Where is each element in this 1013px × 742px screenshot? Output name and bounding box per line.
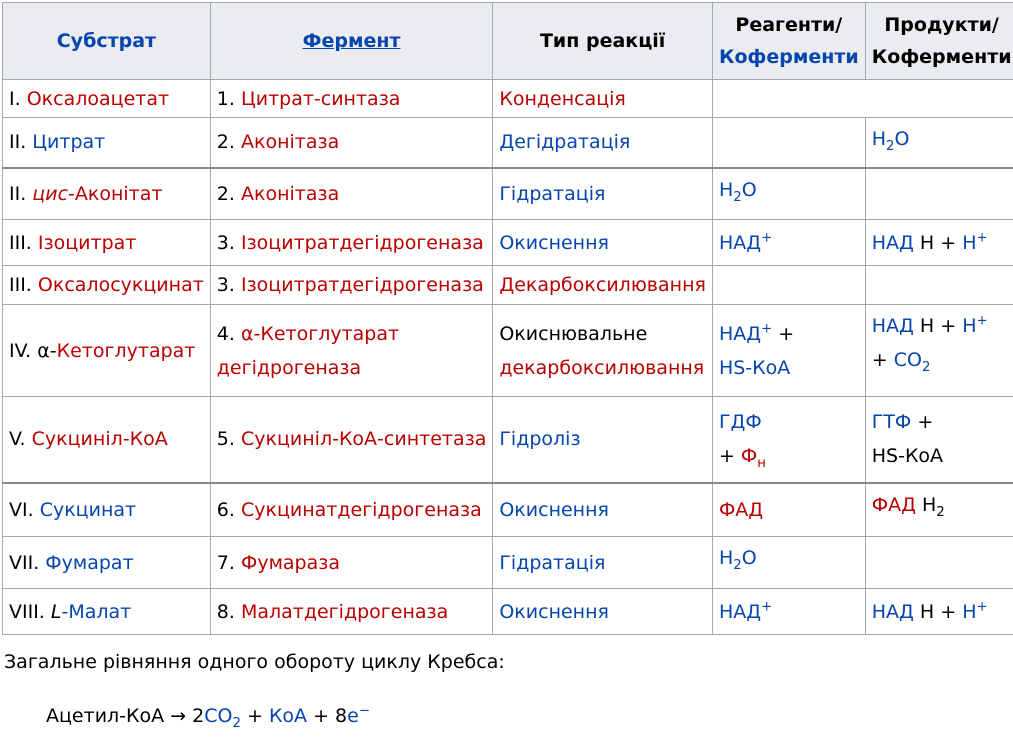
reaction-cell (493, 483, 713, 537)
substrate-link[interactable]: Сукциніл-КоА (31, 428, 168, 451)
substrate-link[interactable]: Оксалоацетат (26, 87, 170, 110)
enzyme-link[interactable]: Малатдегідрогеназа (240, 600, 449, 623)
products-cell: НАД H + H+ + $CO_2$ (865, 305, 1013, 397)
substrate-link[interactable]: Ізоцитрат (37, 231, 137, 254)
nadh-link[interactable]: НАД (871, 600, 914, 623)
enzyme-cell: 3. Ізоцитратдегідрогеназа (210, 220, 493, 266)
header-enzyme-link[interactable]: Фермент (302, 30, 401, 52)
substrate-link[interactable]: Фумарат (45, 551, 134, 574)
substrate-link[interactable]: Сукцинат (39, 498, 137, 521)
header-reagents-line1: Реагенти/ (735, 14, 843, 36)
nad-link[interactable]: НАД+ (718, 599, 773, 623)
table-row (3, 305, 1013, 397)
proton-link[interactable]: H+ (962, 599, 988, 623)
reagents-cell: ГДФ + $Ф_н$ (712, 397, 865, 483)
reaction-cell (493, 220, 713, 266)
header-products-line1: Продукти/ (884, 14, 999, 36)
enzyme-link[interactable]: Сукциніл-КоА-синтетаза (240, 428, 487, 451)
summary-label: Загальне рівняння одного обороту циклу Кребса: (4, 651, 505, 673)
substrate-cell: III. Ізоцитрат (3, 220, 211, 266)
substrate-link[interactable]: -Малат (61, 600, 132, 623)
reagents-cell (712, 589, 865, 635)
summary-equation: Ацетил-КоА → $2CO_2$ + КоА + 8e− (46, 703, 371, 731)
nadh-link[interactable]: НАД (871, 315, 914, 337)
reaction-link[interactable]: Окиснення (499, 498, 609, 521)
reaction-cell (493, 397, 713, 483)
enzyme-cell: 7. Фумараза (210, 537, 493, 589)
header-enzyme[interactable] (210, 3, 493, 80)
reaction-cell (493, 80, 713, 118)
enzyme-cell: 2. Аконітаза (210, 168, 493, 220)
enzyme-cell: 8. Малатдегідрогеназа (210, 589, 493, 635)
reagents-cell (712, 537, 865, 589)
enzyme-cell: 4. α-Кетоглутарат дегідрогеназа (210, 305, 493, 397)
table-row (3, 168, 1013, 220)
reaction-link[interactable]: Гідратація (499, 182, 606, 205)
header-products-line2: Коферменти (871, 46, 1012, 68)
empty-cell (712, 80, 1013, 118)
substrate-cell: VII. Фумарат (3, 537, 211, 589)
krebs-cycle-table (2, 2, 1013, 635)
reaction-link[interactable]: Конденсація (499, 87, 626, 110)
coa-link[interactable]: HS-КоА (718, 356, 791, 379)
cis-prefix: цис (32, 182, 69, 205)
enzyme-link[interactable]: Аконітаза (240, 182, 340, 205)
reagents-cell (712, 266, 865, 305)
reaction-link[interactable]: Гідроліз (499, 428, 581, 451)
table-row (3, 80, 1013, 118)
products-cell (865, 537, 1013, 589)
products-cell: ГТФ + HS-КоА (865, 397, 1013, 483)
reaction-cell: Окиснювальне декарбоксилювання (493, 305, 713, 397)
table-row (3, 118, 1013, 168)
products-cell: НАД H + H+ (865, 220, 1013, 266)
table-row (3, 397, 1013, 483)
reagents-cell (712, 118, 865, 168)
reaction-link[interactable]: Окиснення (499, 600, 609, 623)
table-row (3, 483, 1013, 537)
header-reagents (712, 3, 865, 80)
header-reagents-line2: Коферменти (718, 46, 859, 68)
table-row (3, 266, 1013, 305)
products-cell: ФАД $H_2$ (865, 483, 1013, 537)
gdp-link[interactable]: ГДФ (718, 411, 762, 434)
coa-link[interactable]: КоА (268, 705, 308, 727)
header-products (865, 3, 1013, 80)
nad-link[interactable]: НАД+ (718, 230, 773, 254)
water-link[interactable]: $H_2O$ (718, 178, 757, 205)
table-row (3, 537, 1013, 589)
reagents-cell (712, 483, 865, 537)
enzyme-cell: 2. Аконітаза (210, 118, 493, 168)
enzyme-cell: 5. Сукциніл-КоА-синтетаза (210, 397, 493, 483)
substrate-link[interactable]: Кетоглутарат (56, 339, 196, 362)
header-row (3, 3, 1013, 80)
reagents-cell: НАД+ + HS-КоА (712, 305, 865, 397)
reaction-cell (493, 589, 713, 635)
enzyme-link[interactable]: Сукцинатдегідрогеназа (240, 498, 482, 521)
substrate-cell: IV. α-Кетоглутарат (3, 305, 211, 397)
reaction-link[interactable]: Дегідратація (499, 131, 631, 154)
enzyme-cell: 3. Ізоцитратдегідрогеназа (210, 266, 493, 305)
proton-link[interactable]: H+ (962, 313, 988, 337)
substrate-cell: VI. Сукцинат (3, 483, 211, 537)
substrate-cell: II. цис-Аконітат (3, 168, 211, 220)
electron-link[interactable]: e− (347, 703, 371, 727)
reagents-cell (712, 220, 865, 266)
substrate-link[interactable]: Цитрат (32, 131, 106, 154)
substrate-cell: V. Сукциніл-КоА (3, 397, 211, 483)
l-prefix: L (50, 600, 62, 623)
co2-link[interactable]: $CO_2$ (893, 349, 931, 375)
water-link[interactable]: $H_2O$ (718, 547, 757, 573)
products-cell (865, 168, 1013, 220)
enzyme-link-line2[interactable]: дегідрогеназа (216, 356, 362, 379)
enzyme-cell: 6. Сукцинатдегідрогеназа (210, 483, 493, 537)
header-substrate: Субстрат (3, 3, 211, 80)
reaction-link[interactable]: Окиснення (499, 231, 609, 254)
nad-link[interactable]: НАД+ (718, 321, 773, 345)
reaction-cell (493, 118, 713, 168)
reagents-cell (712, 168, 865, 220)
table-row (3, 589, 1013, 635)
products-cell (865, 118, 1013, 168)
enzyme-link[interactable]: Фумараза (240, 551, 340, 574)
reaction-link[interactable]: декарбоксилювання (499, 356, 705, 379)
header-reaction-type: Тип реакції (493, 3, 713, 80)
enzyme-link[interactable]: Аконітаза (240, 131, 340, 154)
reaction-cell (493, 537, 713, 589)
co2-link[interactable]: $CO_2$ (204, 705, 241, 731)
fadh2-link[interactable]: ФАД (871, 493, 916, 516)
enzyme-link[interactable]: α-Кетоглутарат (240, 322, 400, 345)
products-cell: НАД H + H+ (865, 589, 1013, 635)
substrate-cell: VIII. L-Малат (3, 589, 211, 635)
substrate-cell: III. Оксалосукцинат (3, 266, 211, 305)
reaction-link[interactable]: Гідратація (499, 551, 606, 574)
reaction-link[interactable]: Декарбоксилювання (499, 274, 706, 296)
enzyme-link[interactable]: Ізоцитратдегідрогеназа (240, 231, 484, 254)
nadh-link[interactable]: НАД (871, 231, 914, 254)
table-row (3, 220, 1013, 266)
products-cell (865, 266, 1013, 305)
reaction-cell (493, 266, 713, 305)
gtp-link[interactable]: ГТФ (871, 411, 912, 434)
enzyme-link[interactable]: Цитрат-синтаза (240, 87, 401, 110)
substrate-cell: II. Цитрат (3, 118, 211, 168)
reaction-cell (493, 168, 713, 220)
phosphate-link[interactable]: $Ф_н$ (740, 445, 766, 472)
fad-link[interactable]: ФАД (718, 498, 764, 521)
enzyme-link[interactable]: Ізоцитратдегідрогеназа (240, 274, 484, 296)
enzyme-cell: 1. Цитрат-синтаза (210, 80, 493, 118)
substrate-cell: I. Оксалоацетат (3, 80, 211, 118)
proton-link[interactable]: H+ (962, 230, 988, 254)
substrate-link[interactable]: -Аконітат (68, 182, 163, 205)
substrate-link[interactable]: Оксалосукцинат (37, 274, 204, 296)
water-link[interactable]: $H_2O$ (871, 128, 910, 154)
